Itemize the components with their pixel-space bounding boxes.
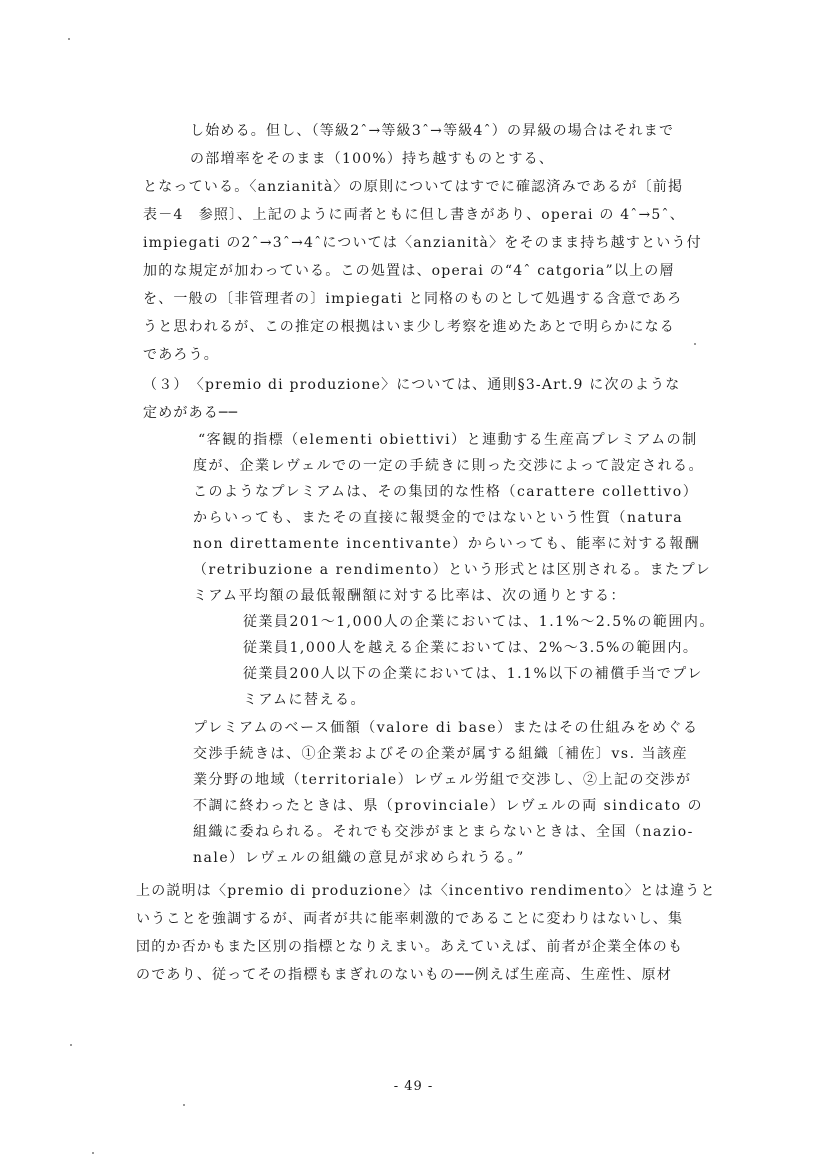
text-line: 加的な規定が加わっている。この処置は、operai の“4ˆ catgoria”以上の層 (143, 263, 675, 279)
range-item: 従業員201～1,000人の企業においては、1.1%～2.5%の範囲内。 (243, 614, 715, 630)
range-item: 従業員200人以下の企業においては、1.1%以下の補償手当でプレ (243, 666, 703, 682)
scan-speck (70, 1044, 72, 1046)
quote-line: 交渉手続きは、①企業およびその企業が属する組織〔補佐〕vs. 当該産 (193, 746, 688, 762)
quote-line: プレミアムのベース価額（valore di base）またはその仕組みをめぐる (193, 720, 699, 736)
text-line: 表－4 参照〕、上記のように両者ともに但し書きがあり、operai の 4ˆ→5ˆ、 (143, 207, 685, 223)
quote-line: non direttamente incentivante）からいっても、能率に対する報酬 (193, 536, 701, 552)
quote-line: 業分野の地域（territoriale）レヴェル労組で交渉し、②上記の交渉が (193, 772, 692, 788)
text-line: 団的か否かもまた区別の指標となりえまい。あえていえば、前者が企業全体のも (136, 939, 684, 955)
scan-speck (68, 38, 70, 40)
text-line: のであり、従ってその指標もまぎれのないもの──例えば生産高、生産性、原材 (136, 967, 673, 983)
section-heading: （３） 〈premio di produzione〉については、通則§3-Art.9 に次のような (143, 377, 681, 393)
scan-speck (92, 1152, 94, 1154)
quote-line: nale）レヴェルの組織の意見が求められうる。” (193, 850, 525, 866)
text-line: であろう。 (143, 347, 219, 363)
scan-speck (183, 1104, 185, 1106)
page-number: - 49 - (393, 1079, 434, 1094)
quote-line: “客観的指標（elementi obiettivi）と連動する生産高プレミアムの制 (198, 432, 698, 448)
text-line: となっている。〈anzianità〉の原則についてはすでに確認済みであるが〔前掲 (143, 179, 684, 195)
text-line: し始める。但し、（等級2ˆ→等級3ˆ→等級4ˆ）の昇級の場合はそれまで (190, 123, 675, 139)
text-line: の部増率をそのまま（100%）持ち越すものとする、 (190, 151, 555, 167)
text-line: うと思われるが、この推定の根拠はいま少し考察を進めたあとで明らかになる (143, 319, 675, 335)
scan-speck (694, 343, 696, 345)
text-line: 定めがある── (143, 405, 239, 421)
text-line: 上の説明は〈premio di produzione〉は〈incentivo rendimento〉とは違うと (136, 883, 716, 899)
quote-line: 組織に委ねられる。それでも交渉がまとまらないときは、全国（nazio- (193, 824, 694, 840)
text-line: impiegati の2ˆ→3ˆ→4ˆについては〈anzianità〉をそのまま持ち越すという付 (143, 235, 702, 251)
quote-line: ミアム平均額の最低報酬額に対する比率は、次の通りとする： (193, 588, 627, 604)
text-line: を、一般の〔非管理者の〕impiegati と同格のものとして処遇する含意であろ (143, 291, 683, 307)
range-item: ミアムに替える。 (243, 692, 367, 708)
quote-line: 不調に終わったときは、県（provinciale）レヴェルの両 sindicato の (193, 798, 703, 814)
quote-line: 度が、企業レヴェルでの一定の手続きに則った交渉によって設定される。 (193, 458, 704, 474)
quote-line: からいっても、またその直接に報奨金的ではないという性質（natura (193, 510, 684, 526)
quote-line: （retribuzione a rendimento）という形式とは区別される。またプレ (193, 562, 712, 578)
quote-line: このようなプレミアムは、その集団的な性格（carattere collettivo） (193, 484, 699, 500)
text-line: いうことを強調するが、両者が共に能率刺激的であることに変わりはないし、集 (136, 911, 684, 927)
range-item: 従業員1,000人を越える企業においては、2%～3.5%の範囲内。 (243, 640, 699, 656)
